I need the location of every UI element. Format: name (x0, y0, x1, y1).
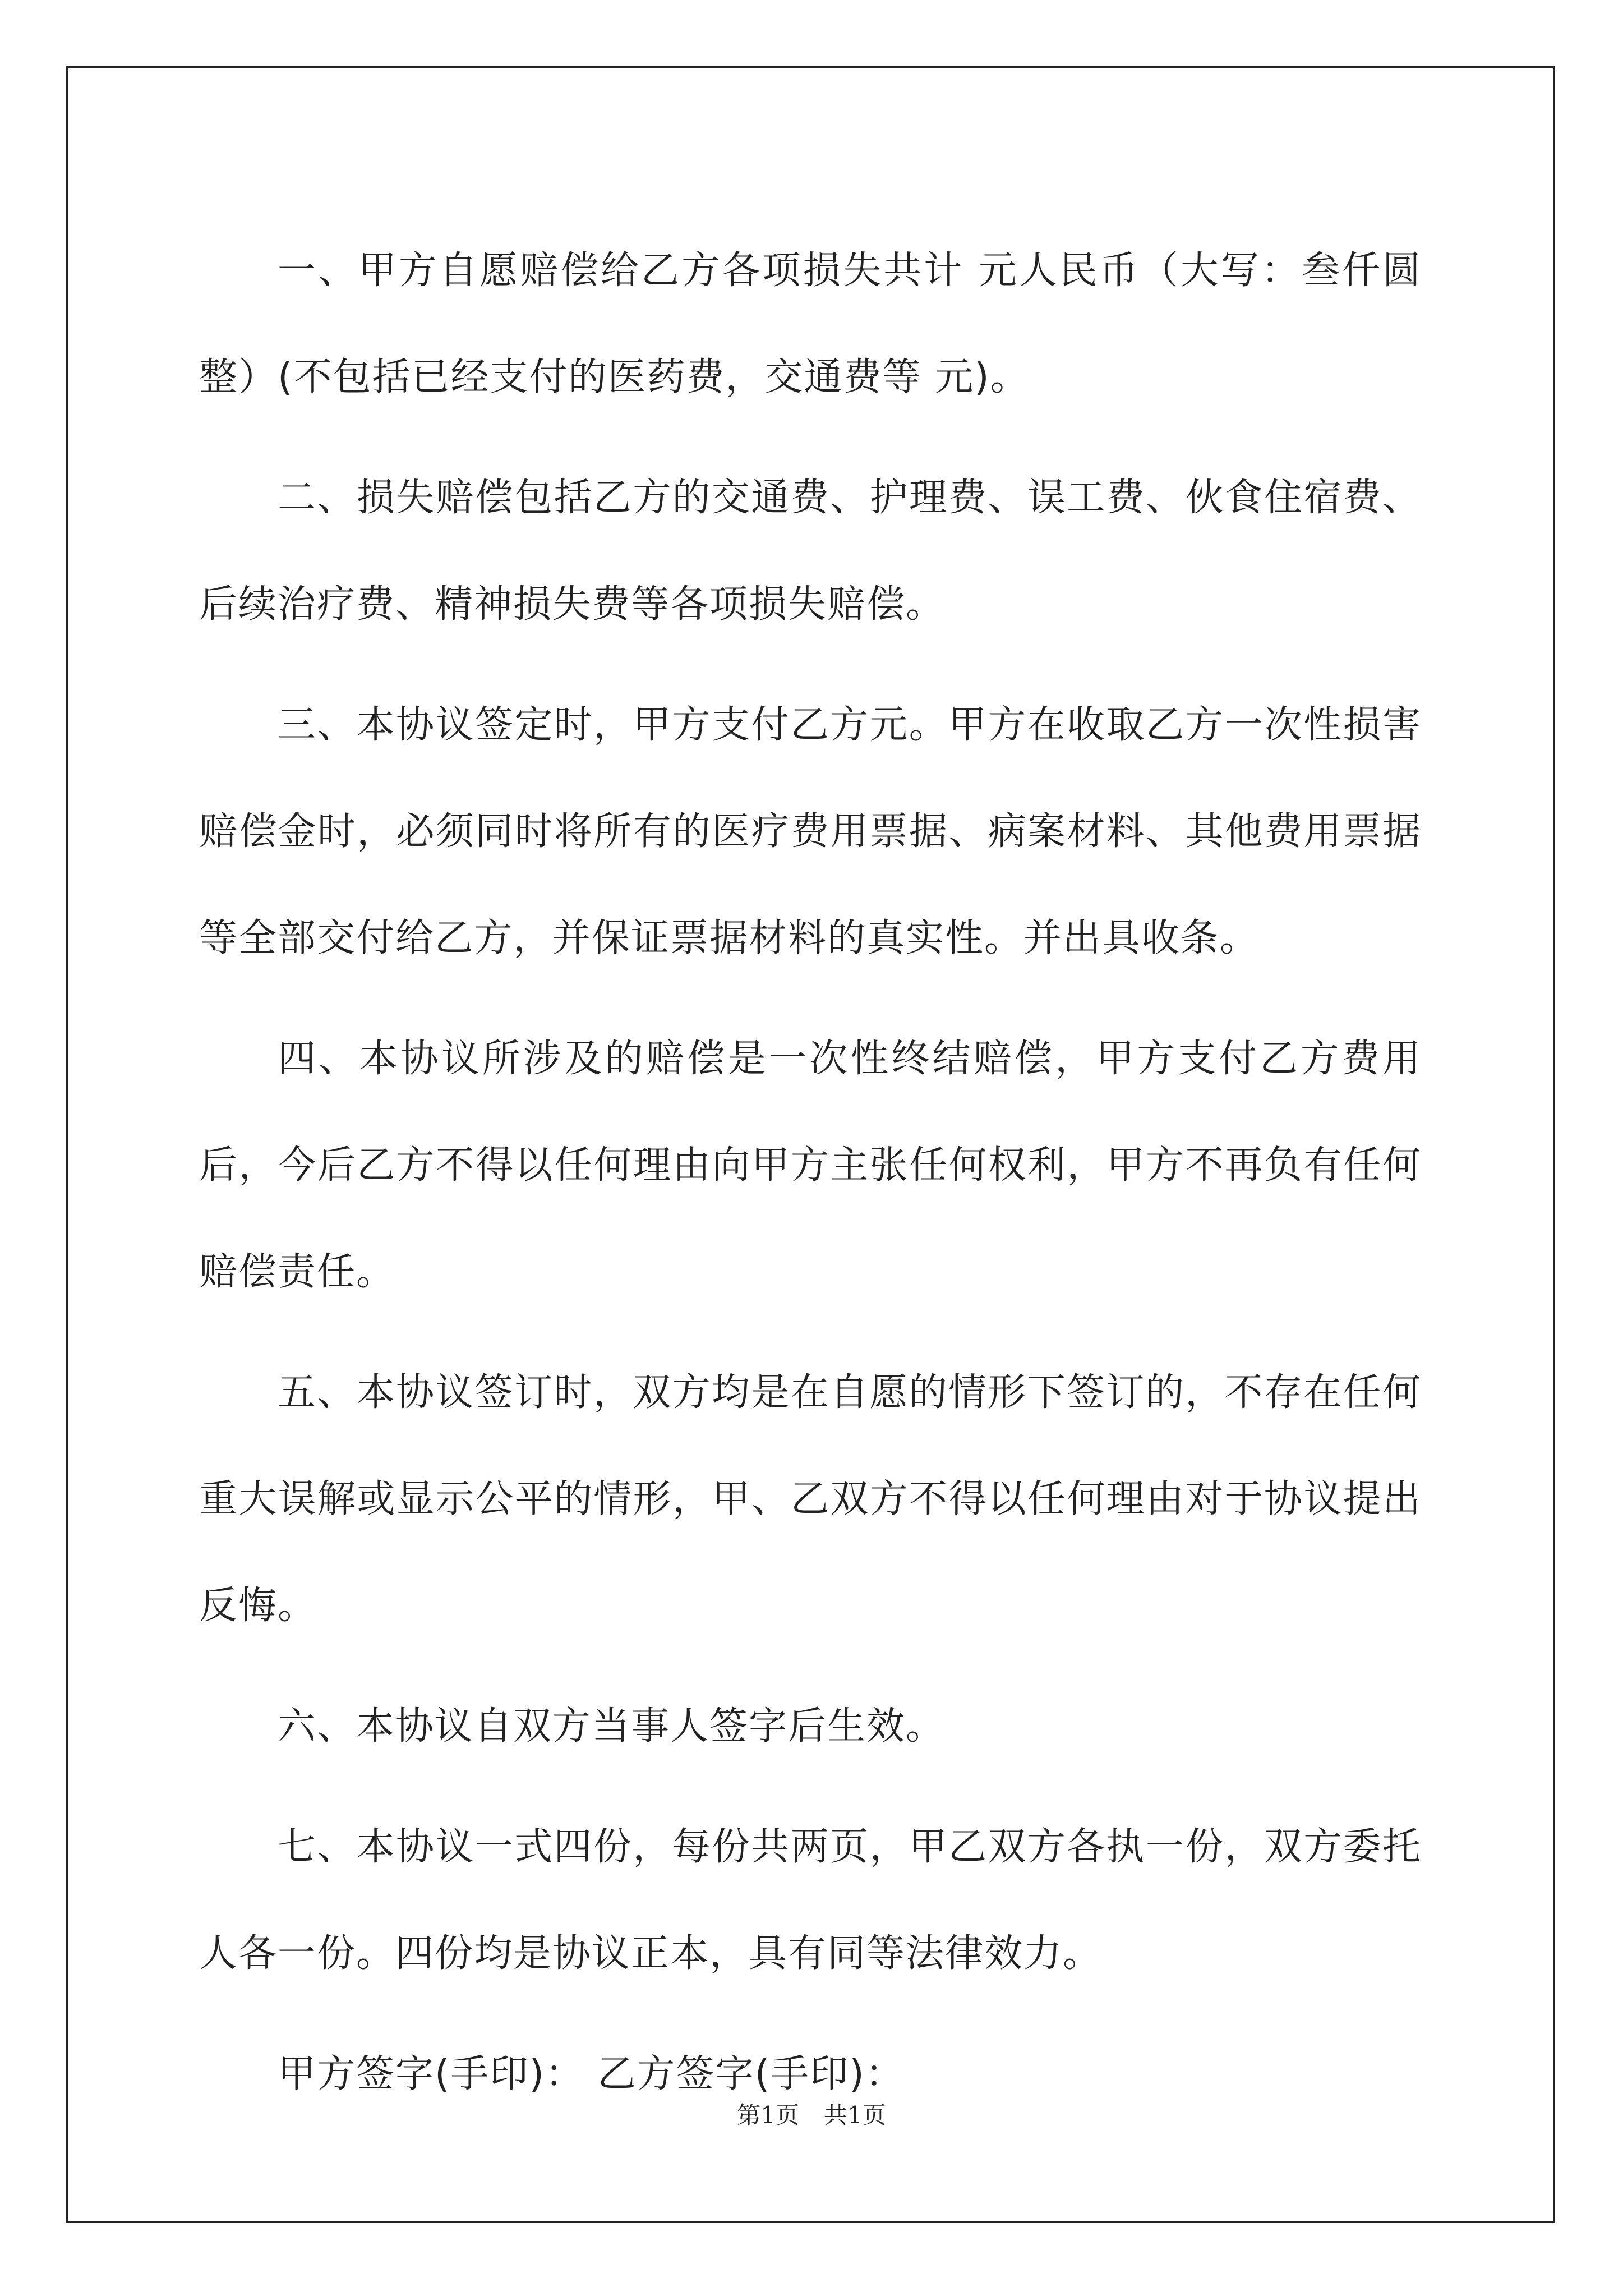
page-number: 第1页 (737, 2101, 799, 2129)
clause-2: 二、损失赔偿包括乙方的交通费、护理费、误工费、伙食住宿费、后续治疗费、精神损失费等各项损失赔偿。 (199, 476, 1422, 627)
document-body (199, 218, 1422, 2142)
clause-1: 一、甲方自愿赔偿给乙方各项损失共计 元人民币（大写：叁仟圆整）(不包括已经支付的医药费，交通费等 元)。 (199, 249, 1422, 399)
clause-5: 五、本协议签订时，双方均是在自愿的情形下签订的，不存在任何重大误解或显示公平的情形，甲、乙双方不得以任何理由对于协议提出反悔。 (199, 1370, 1422, 1628)
clause-3: 三、本协议签定时，甲方支付乙方元。甲方在收取乙方一次性损害赔偿金时，必须同时将所有的医疗费用票据、病案材料、其他费用票据等全部交付给乙方，并保证票据材料的真实性。并出具收条。 (199, 703, 1422, 960)
clause-6: 六、本协议自双方当事人签字后生效。 (278, 1704, 946, 1749)
signature-line: 甲方签字(手印)： 乙方签字(手印)： (278, 2052, 905, 2096)
clause-4: 四、本协议所涉及的赔偿是一次性终结赔偿，甲方支付乙方费用后，今后乙方不得以任何理由向甲方主张任何权利，甲方不再负有任何赔偿责任。 (199, 1037, 1422, 1294)
clause-7: 七、本协议一式四份，每份共两页，甲乙双方各执一份，双方委托人各一份。四份均是协议正本，具有同等法律效力。 (199, 1825, 1422, 1976)
page-footer (0, 2097, 1623, 2131)
page-total: 共1页 (824, 2101, 886, 2129)
